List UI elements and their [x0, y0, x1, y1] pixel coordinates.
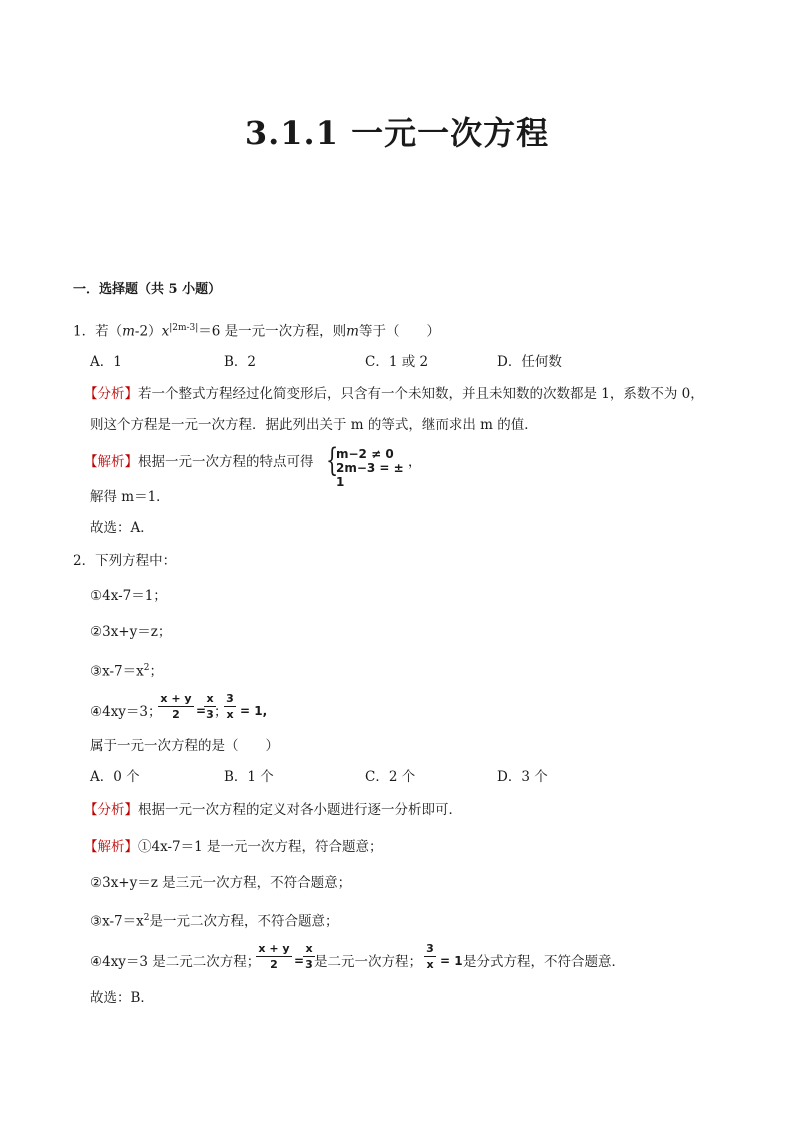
system-eq-1: m−2 ≠ 0: [336, 447, 394, 461]
q2-fraction-3-tail: = 1,: [240, 704, 268, 718]
q1-option-a: A．1: [90, 354, 122, 370]
q2-fraction-2: x 3: [204, 692, 216, 721]
q2-solution: 【解析】①4x-7＝1 是一元一次方程，符合题意；: [84, 839, 383, 855]
analysis-tag: 【分析】: [84, 386, 138, 402]
q2-option-a: A．0 个: [90, 769, 140, 785]
q1-solution: 【解析】根据一元一次方程的特点可得: [84, 454, 314, 470]
q2-sol-fraction-3: 3 x: [424, 942, 436, 971]
q1-option-d: D．任何数: [497, 354, 562, 370]
q2-separator: ；: [214, 704, 228, 720]
q2-solution-2: ②3x+y＝z 是三元一次方程，不符合题意；: [90, 875, 352, 891]
brace-symbol: {: [326, 441, 339, 479]
q1-analysis-cont: 则这个方程是一元一次方程．据此列出关于 m 的等式，继而求出 m 的值．: [90, 417, 538, 433]
q2-solution-4a: ④4xy＝3 是二元二次方程；: [90, 954, 261, 970]
q2-sol-fraction-1: x + y 2: [256, 942, 292, 971]
q1-analysis: 【分析】若一个整式方程经过化简变形后，只含有一个未知数，并且未知数的次数都是 1，系数不为 0，: [84, 386, 704, 402]
system-eq-2: 2m−3 = ± 1: [336, 461, 404, 489]
solution-tag: 【解析】: [84, 839, 138, 855]
q2-item-2: ②3x+y＝z；: [90, 624, 172, 640]
page-title: 3.1.1 一元一次方程: [244, 114, 550, 152]
q2-solution-4d: 是分式方程，不符合题意．: [463, 954, 625, 970]
q2-solution-3: $③x-7=x^2$是一元二次方程，不符合题意；: [90, 913, 339, 930]
q2-option-d: D．3 个: [497, 769, 548, 785]
q1-option-b: B．2: [224, 354, 257, 370]
q2-item-4: ④4xy＝3；: [90, 704, 162, 720]
q2-answer: 故选：B．: [90, 990, 154, 1006]
q2-fraction-3: 3 x: [224, 692, 236, 721]
q2-stem: 2．下列方程中：: [73, 553, 177, 569]
q2-item-1: ①4x-7＝1；: [90, 588, 167, 604]
q2-solution-4b: 是二元一次方程；: [314, 954, 422, 970]
analysis-tag: 【分析】: [84, 802, 138, 818]
q2-question: 属于一元一次方程的是（ ）: [90, 738, 279, 754]
q2-sol-fraction-2: x 3: [303, 942, 315, 971]
q1-solve-line: 解得 m＝1．: [90, 489, 170, 505]
q2-item-3: $③x-7=x^2$；: [90, 663, 163, 680]
q1-stem: 1．若$(m-2)x^{|2m-3|}=6$ 是一元一次方程，则m等于（ ）: [73, 323, 440, 340]
section-heading: 一．选择题（共 5 小题）: [73, 282, 222, 297]
q2-equals: =: [196, 704, 207, 718]
q2-option-c: C．2 个: [365, 769, 416, 785]
q1-answer: 故选：A．: [90, 520, 154, 536]
q2-option-b: B．1 个: [224, 769, 274, 785]
q2-sol-fraction-3-tail: = 1: [440, 954, 463, 968]
q2-analysis: 【分析】根据一元一次方程的定义对各小题进行逐一分析即可．: [84, 802, 462, 818]
q1-option-c: C．1 或 2: [365, 354, 429, 370]
q2-fraction-1: x + y 2: [158, 692, 194, 721]
q1-system-tail: ，: [408, 454, 422, 470]
q1-equation-system: [326, 441, 416, 489]
q2-sol-equals: =: [294, 954, 305, 968]
solution-tag: 【解析】: [84, 454, 138, 470]
